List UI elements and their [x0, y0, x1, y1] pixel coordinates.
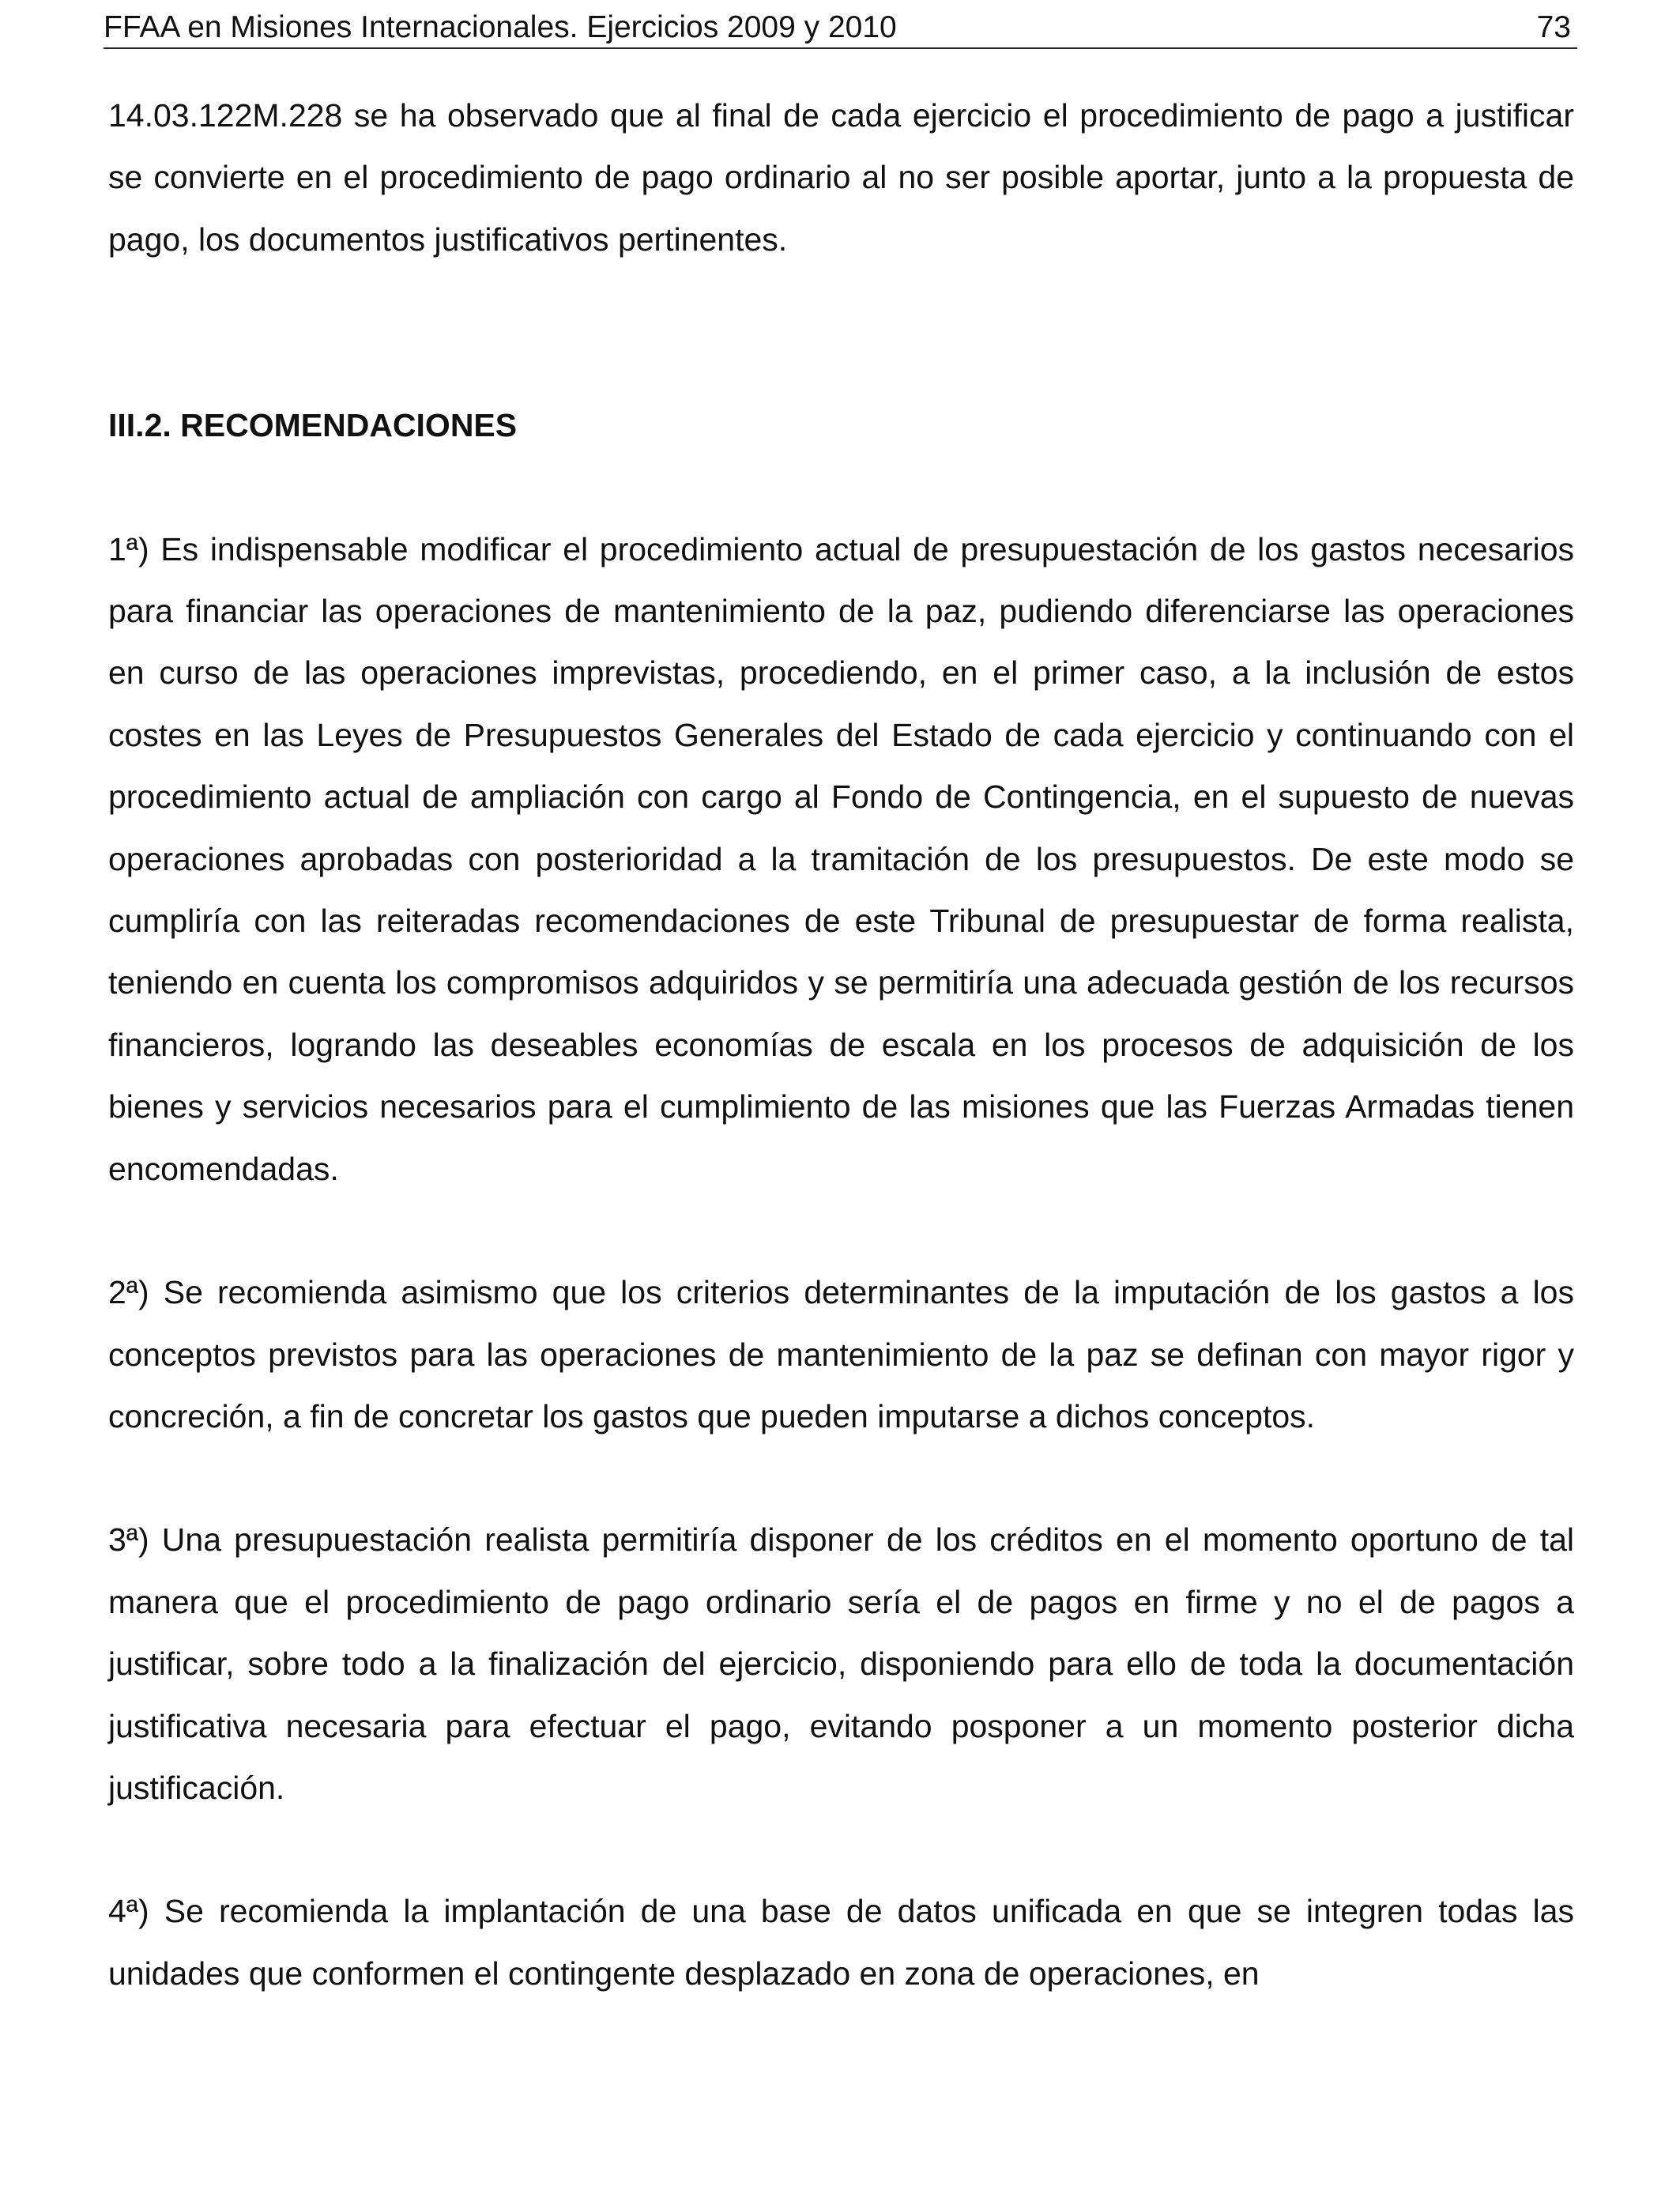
recommendation-3: 3ª) Una presupuestación realista permitiría disponer de los créditos en el momento oportuno de tal manera que el procedimiento de pago ordinario sería el de pagos en firme y no el de pagos a justificar, sobre todo a la finalización del ejercicio, disponiendo para ello de toda la documentación justificativa necesaria para efectuar el pago, evitando posponer a un momento posterior dicha justificación. — [108, 1521, 1574, 1806]
intro-paragraph: 14.03.122M.228 se ha observado que al final de cada ejercicio el procedimiento de pago a justificar se convierte en el procedimiento de pago ordinario al no ser posible aportar, junto a la propuesta de pago, los documentos justificativos pertinentes. — [108, 97, 1574, 258]
header-title: FFAA en Misiones Internacionales. Ejercicios 2009 y 2010 — [104, 10, 897, 44]
spacer — [108, 1819, 1574, 1880]
section-heading: III.2. RECOMENDACIONES — [108, 407, 518, 444]
recommendation-4: 4ª) Se recomienda la implantación de una base de datos unificada en que se integren todas las unidades que conformen el contingente desplazado en zona de operaciones, en — [108, 1893, 1574, 1992]
recommendation-2: 2ª) Se recomienda asimismo que los criterios determinantes de la imputación de los gastos a los conceptos previstos para las operaciones de mantenimiento de la paz se definan con mayor rigor y concreción, a fin de concretar los gastos que pueden imputarse a dichos conceptos. — [108, 1274, 1574, 1434]
spacer — [108, 270, 1574, 394]
page-header — [104, 8, 1577, 49]
spacer — [108, 1200, 1574, 1261]
spacer — [108, 1447, 1574, 1509]
spacer — [108, 457, 1574, 518]
document-body — [108, 85, 1574, 2004]
page-number: 73 — [1536, 10, 1571, 44]
recommendation-1: 1ª) Es indispensable modificar el procedimiento actual de presupuestación de los gastos necesarios para financiar las operaciones de mantenimiento de la paz, pudiendo diferenciarse las operaciones en curso de las operaciones imprevistas, procediendo, en el primer caso, a la inclusión de estos costes en las Leyes de Presupuestos Generales del Estado de cada ejercicio y continuando con el procedimiento actual de ampliación con cargo al Fondo de Contingencia, en el supuesto de nuevas operaciones aprobadas con posterioridad a la tramitación de los presupuestos. De este modo se cumpliría con las reiteradas recomendaciones de este Tribunal de presupuestar de forma realista, teniendo en cuenta los compromisos adquiridos y se permitiría una adecuada gestión de los recursos financieros, logrando las deseables economías de escala en los procesos de adquisición de los bienes y servicios necesarios para el cumplimiento de las misiones que las Fuerzas Armadas tienen encomendadas. — [108, 530, 1574, 1187]
